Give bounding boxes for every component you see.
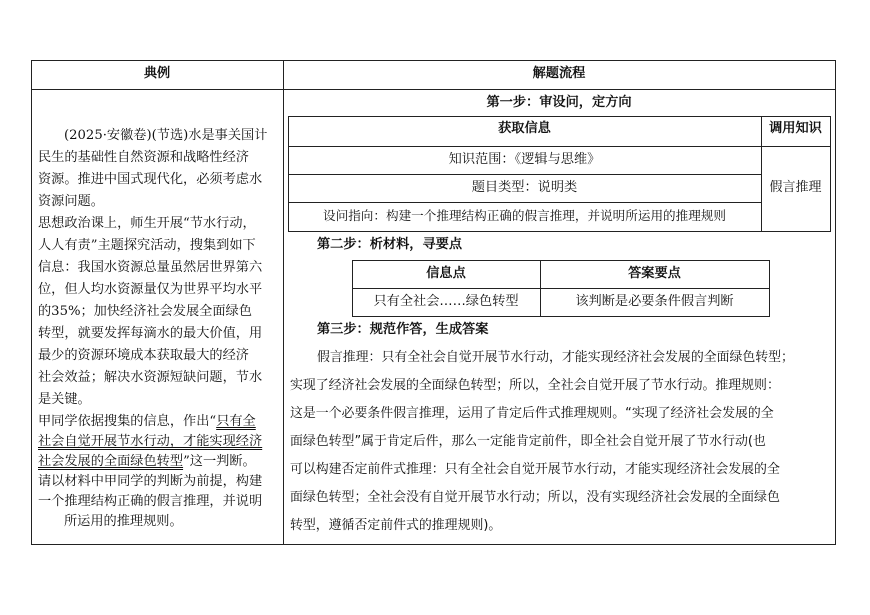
example-line: 信息：我国水资源总量虽然居世界第六 — [38, 260, 263, 275]
example-line: 转型，就要发挥每滴水的最大价值，用 — [38, 326, 263, 341]
answer-line: 这是一个必要条件假言推理，运用了肯定后件式推理规则。“实现了经济社会发展的全 — [290, 406, 774, 421]
judgment-underlined: 只有全 — [216, 414, 256, 429]
header-solution-flow: 解题流程 — [532, 66, 586, 81]
example-line: 社会效益；解决水资源短缺问题，节水 — [38, 370, 263, 385]
question-line: 一个推理结构正确的假言推理，并说明 — [38, 494, 263, 509]
example-line: 位，但人均水资源量仅为世界平均水平 — [38, 282, 263, 297]
table-left-border — [31, 60, 32, 545]
question-line — [38, 412, 256, 432]
step1-title: 第一步：审设问，定方向 — [486, 95, 632, 110]
answer-line: 可以构建否定前件式推理：只有全社会自觉开展节水行动，才能实现经济社会发展的全 — [290, 462, 780, 477]
step1-knowledge-value: 假言推理 — [769, 180, 822, 195]
example-line: 民生的基础性自然资源和战略性经济 — [38, 150, 249, 165]
answer-line: 转型，遵循否定前件式的推理规则)。 — [290, 518, 502, 533]
example-line: 最少的资源环境成本获取最大的经济 — [38, 348, 249, 363]
example-line: 人人有责”主题探究活动，搜集到如下 — [38, 238, 256, 253]
question-line: 所运用的推理规则。 — [64, 514, 183, 529]
judgment-underlined: 社会发展的全面绿色转型 — [38, 454, 184, 469]
question-line: 请以材料中甲同学的判断为前提，构建 — [38, 474, 263, 489]
table-right-border — [835, 60, 836, 545]
step3-title: 第三步：规范作答，生成答案 — [317, 322, 489, 337]
step2-col-info: 信息点 — [426, 266, 466, 281]
example-line: 的35%；加快经济社会发展全面绿色 — [38, 304, 252, 319]
step2-answer-cell: 该判断是必要条件假言判断 — [575, 294, 734, 309]
example-line: 是关键。 — [38, 392, 91, 407]
example-line: 思想政治课上，师生开展“节水行动， — [38, 216, 256, 231]
step1-question-direction: 设问指向：构建一个推理结构正确的假言推理，并说明所运用的推理规则 — [323, 208, 726, 223]
step1-knowledge-scope: 知识范围：《逻辑与思维》 — [448, 152, 601, 167]
answer-line: 面绿色转型”属于肯定后件，那么一定能肯定前件，即全社会自觉开展了节水行动(也 — [290, 434, 766, 449]
question-line — [38, 452, 256, 472]
example-line: 资源问题。 — [38, 194, 104, 209]
header-bottom-border — [31, 89, 835, 90]
step2-col-answer: 答案要点 — [628, 266, 681, 281]
column-divider — [283, 60, 284, 545]
step1-col-info: 获取信息 — [498, 121, 551, 136]
question-prefix: 甲同学依据搜集的信息，作出“ — [38, 414, 217, 429]
question-suffix: ”这一判断。 — [183, 454, 256, 469]
question-line — [38, 432, 262, 452]
step2-info-cell: 只有全社会……绿色转型 — [373, 294, 519, 309]
step1-col-knowledge: 调用知识 — [769, 121, 822, 136]
judgment-underlined: 社会自觉开展节水行动，才能实现经济 — [38, 434, 263, 449]
answer-line: 面绿色转型；全社会没有自觉开展节水行动；所以，没有实现经济社会发展的全面绿色 — [290, 490, 780, 505]
example-line: (2025·安徽卷)(节选)水是事关国计 — [64, 128, 268, 143]
answer-line: 实现了经济社会发展的全面绿色转型；所以，全社会自觉开展了节水行动。推理规则： — [290, 378, 780, 393]
table-top-border — [31, 60, 835, 61]
example-line: 资源。推进中国式现代化，必须考虑水 — [38, 172, 263, 187]
header-example: 典例 — [143, 66, 171, 81]
answer-line: 假言推理：只有全社会自觉开展节水行动，才能实现经济社会发展的全面绿色转型； — [317, 350, 794, 365]
step2-title: 第二步：析材料，寻要点 — [317, 237, 463, 252]
step1-question-type: 题目类型：说明类 — [471, 180, 578, 195]
table-bottom-border — [31, 544, 835, 545]
